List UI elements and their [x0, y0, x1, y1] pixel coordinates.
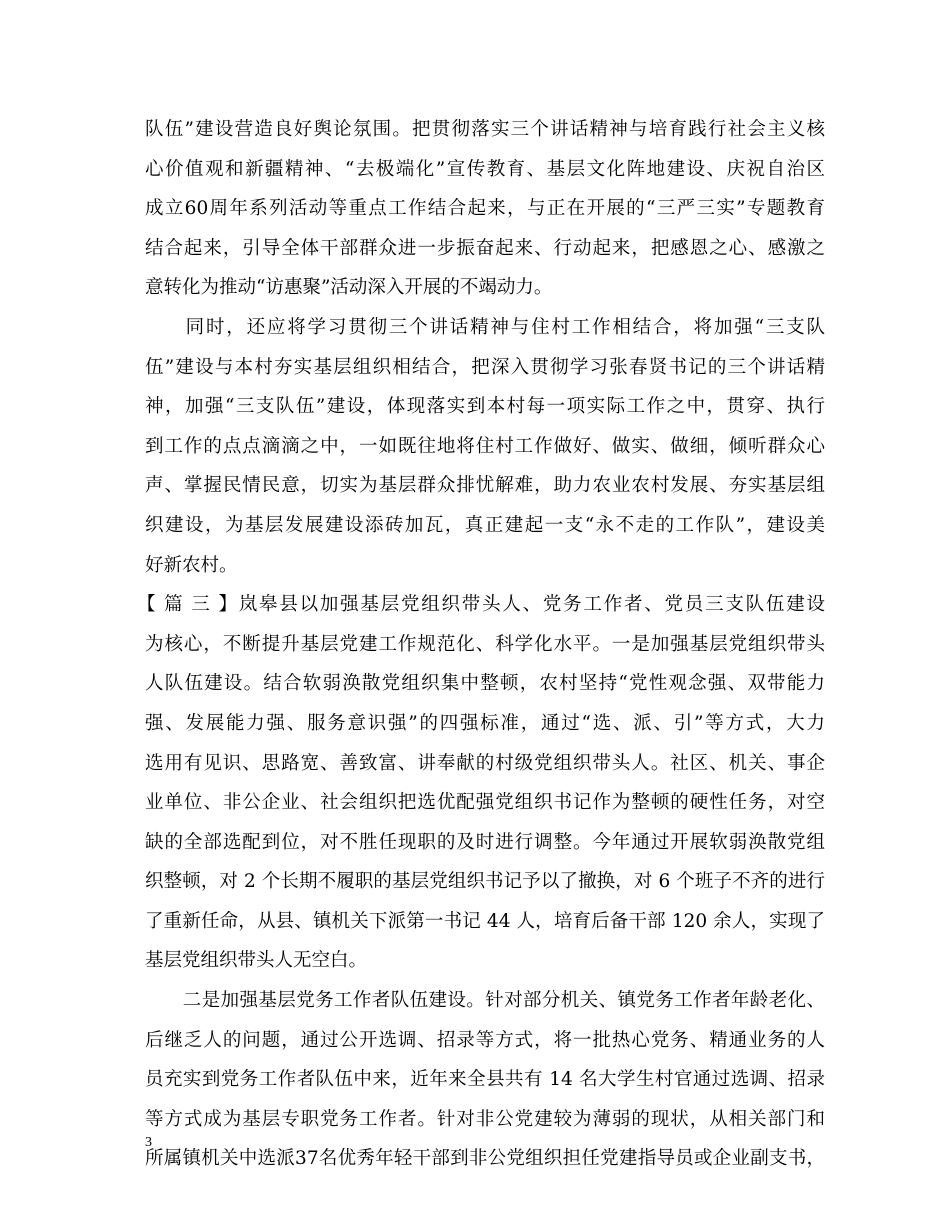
text-line: 好新农村。	[145, 554, 238, 576]
text-line: 为核心，不断提升基层党建工作规范化、科学化水平。一是加强基层党组织带头	[145, 633, 825, 655]
text-line: 基层党组织带头人无空白。	[145, 950, 368, 972]
text-line: 织建设，为基层发展建设添砖加瓦，真正建起一支“永不走的工作队”，建设美	[145, 514, 825, 536]
text-line: 心价值观和新疆精神、“去极端化”宣传教育、基层文化阵地建设、庆祝自治区	[145, 158, 825, 180]
text-line: 了重新任命，从县、镇机关下派第一书记 44 人，培育后备干部 120 余人，实现了	[145, 910, 825, 932]
text-line: 等方式成为基层专职党务工作者。针对非公党建较为薄弱的现状，从相关部门和	[145, 1108, 825, 1130]
text-line: 业单位、非公企业、社会组织把选优配强党组织书记作为整顿的硬性任务，对空	[145, 792, 825, 814]
text-line: 伍”建设与本村夯实基层组织相结合，把深入贯彻学习张春贤书记的三个讲话精	[145, 356, 825, 378]
text-line: 强、发展能力强、服务意识强”的四强标准，通过“选、派、引”等方式，大力	[145, 712, 825, 734]
section-heading: 【篇三】	[137, 594, 237, 616]
text-line: 成立60周年系列活动等重点工作结合起来，与正在开展的“三严三实”专题教育	[145, 198, 825, 220]
section-heading-line	[137, 585, 825, 625]
text-line: 结合起来，引导全体干部群众进一步振奋起来、行动起来，把感恩之心、感激之	[145, 237, 825, 259]
text-line: 选用有见识、思路宽、善致富、讲奉献的村级党组织带头人。社区、机关、事企	[145, 752, 825, 774]
text-line: 神，加强“三支队伍”建设，体现落实到本村每一项实际工作之中，贯穿、执行	[145, 396, 825, 418]
text-line: 织整顿，对 2 个长期不履职的基层党组织书记予以了撤换，对 6 个班子不齐的进行	[145, 871, 825, 893]
text-line: 声、掌握民情民意，切实为基层群众排忧解难，助力农业农村发展、夯实基层组	[145, 475, 825, 497]
text-line: 所属镇机关中选派37名优秀年轻干部到非公党组织担任党建指导员或企业副支书，	[145, 1148, 825, 1170]
text-line: 队伍”建设营造良好舆论氛围。把贯彻落实三个讲话精神与培育践行社会主义核	[145, 119, 825, 140]
text-line: 缺的全部选配到位，对不胜任现职的及时进行调整。今年通过开展软弱涣散党组	[145, 831, 825, 853]
document-body	[137, 110, 825, 1179]
text-line: 二是加强基层党务工作者队伍建设。针对部分机关、镇党务工作者年龄老化、	[145, 990, 825, 1012]
text-line: 员充实到党务工作者队伍中来，近年来全县共有 14 名大学生村官通过选调、招录	[145, 1069, 825, 1091]
page-number: 3	[145, 1135, 152, 1150]
text-line: 后继乏人的问题，通过公开选调、招录等方式，将一批热心党务、精通业务的人	[145, 1029, 825, 1051]
text-line: 到工作的点点滴滴之中，一如既往地将住村工作做好、做实、做细，倾听群众心	[145, 435, 825, 457]
text-line: 同时，还应将学习贯彻三个讲话精神与住村工作相结合，将加强“三支队	[145, 316, 825, 338]
section-first-line: 岚皋县以加强基层党组织带头人、党务工作者、党员三支队伍建设	[237, 594, 825, 616]
text-line: 意转化为推动“访惠聚”活动深入开展的不竭动力。	[145, 277, 553, 299]
text-line: 人队伍建设。结合软弱涣散党组织集中整顿，农村坚持“党性观念强、双带能力	[145, 673, 825, 695]
